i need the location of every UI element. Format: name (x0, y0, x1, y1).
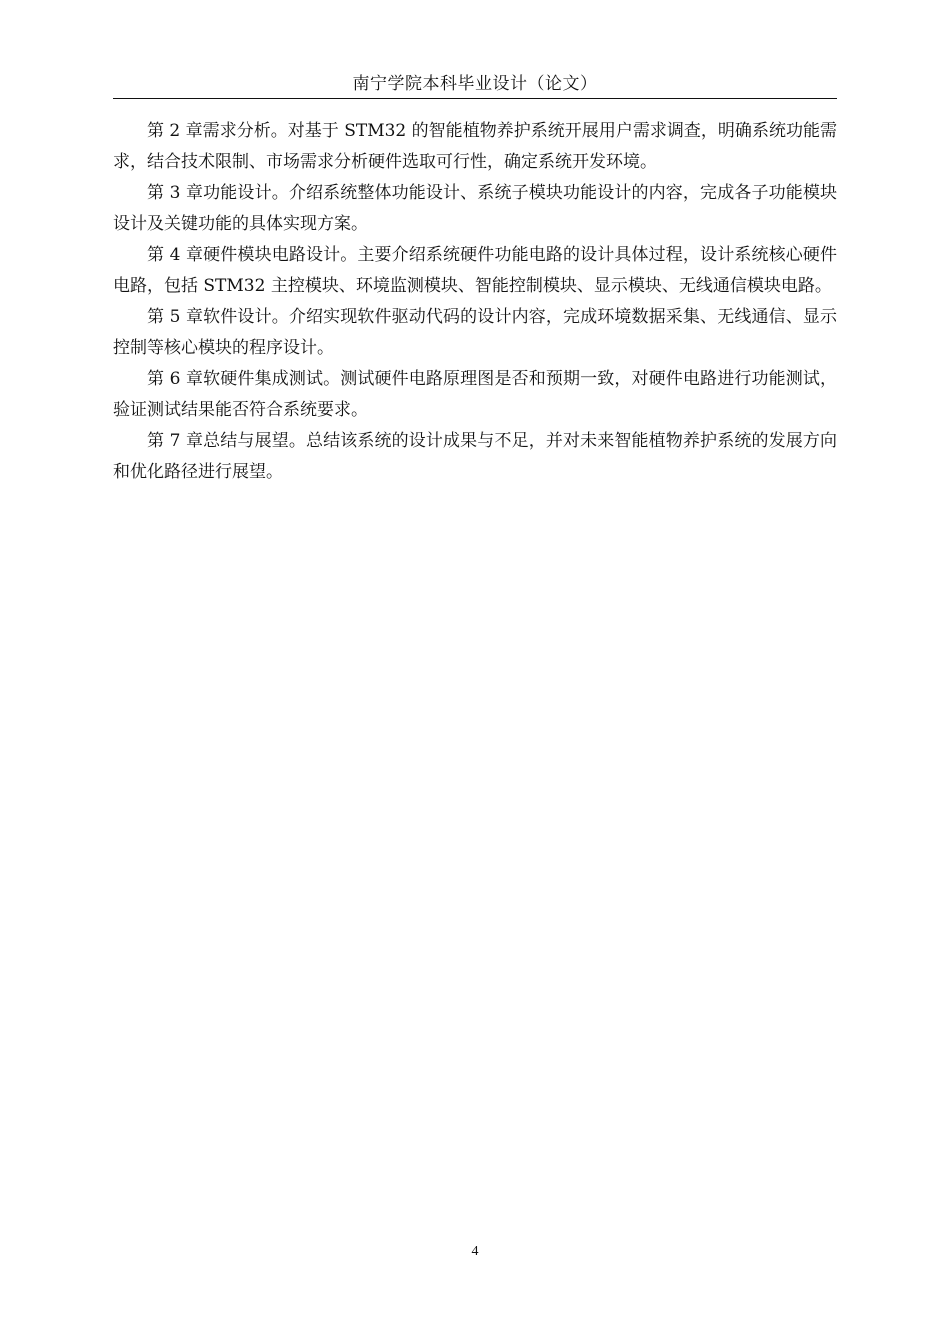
header-divider (113, 98, 837, 99)
paragraph-chapter-4: 第 4 章硬件模块电路设计。主要介绍系统硬件功能电路的设计具体过程，设计系统核心硬件电路，包括 STM32 主控模块、环境监测模块、智能控制模块、显示模块、无线通信模块电路。 (113, 245, 837, 296)
paragraph-chapter-5: 第 5 章软件设计。介绍实现软件驱动代码的设计内容，完成环境数据采集、无线通信、显示控制等核心模块的程序设计。 (113, 307, 837, 358)
page-header-title: 南宁学院本科毕业设计（论文） (352, 74, 598, 94)
paragraph-chapter-7: 第 7 章总结与展望。总结该系统的设计成果与不足，并对未来智能植物养护系统的发展方向和优化路径进行展望。 (113, 431, 837, 482)
body-text (113, 116, 837, 488)
paragraph-chapter-2: 第 2 章需求分析。对基于 STM32 的智能植物养护系统开展用户需求调查，明确系统功能需求，结合技术限制、市场需求分析硬件选取可行性，确定系统开发环境。 (113, 121, 837, 172)
paragraph-chapter-6: 第 6 章软硬件集成测试。测试硬件电路原理图是否和预期一致，对硬件电路进行功能测试，验证测试结果能否符合系统要求。 (113, 369, 837, 420)
paragraph-chapter-3: 第 3 章功能设计。介绍系统整体功能设计、系统子模块功能设计的内容，完成各子功能模块设计及关键功能的具体实现方案。 (113, 183, 837, 234)
page-number: 4 (471, 1244, 479, 1259)
